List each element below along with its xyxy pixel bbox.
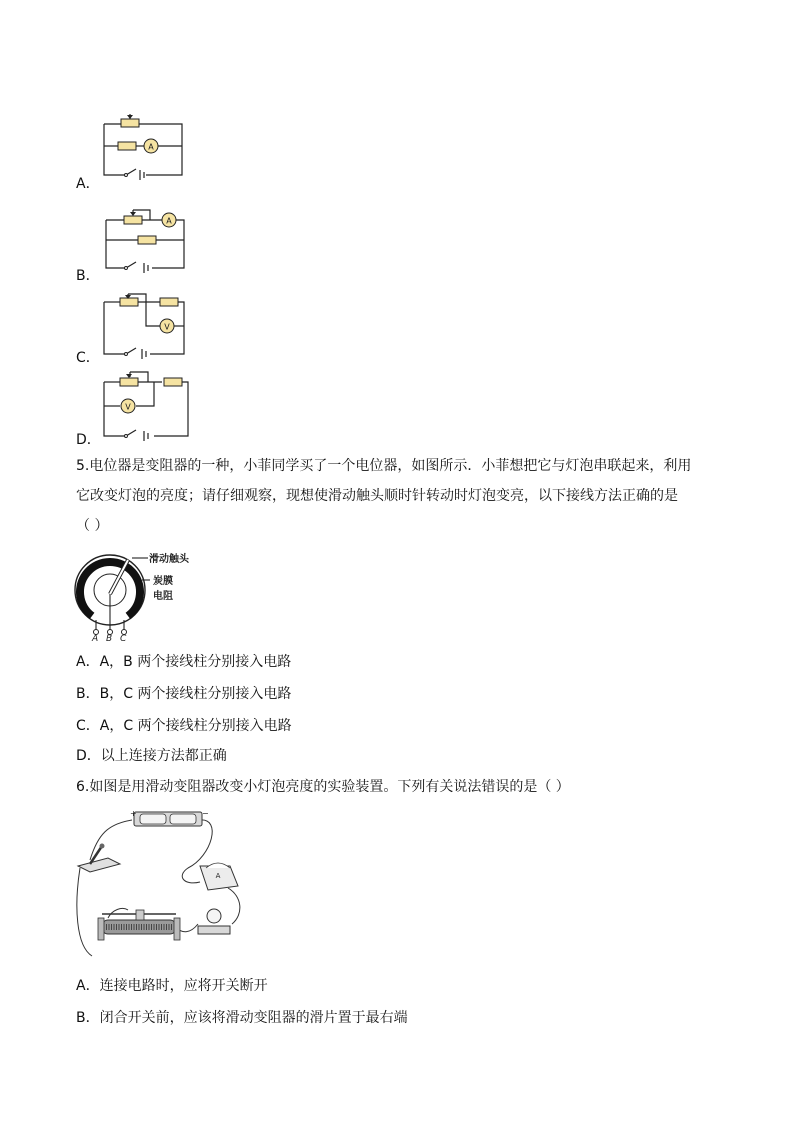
q5-stem-line1: 5.电位器是变阻器的一种，小菲同学买了一个电位器，如图所示．小菲想把它与灯泡串联起来，利用: [76, 458, 692, 474]
option-d-circuit-diagram: [96, 366, 196, 444]
q5-option-c: C．A，C 两个接线柱分别接入电路: [76, 718, 292, 734]
option-b-circuit-diagram: [96, 200, 192, 276]
carbon-label-line1: 炭膜: [153, 576, 173, 587]
q5-stem-line3: （ ）: [76, 518, 109, 534]
slider-arrow-icon: [126, 374, 132, 378]
resistor: [118, 142, 136, 150]
switch-handle-icon: [100, 844, 105, 849]
option-a-circuit-diagram: [96, 104, 188, 184]
rheostat: [124, 216, 142, 224]
bulb-base: [198, 926, 230, 934]
carbon-label-line2: 电阻: [153, 591, 173, 602]
option-a-label: A．: [76, 176, 100, 192]
ammeter-label: A: [166, 216, 172, 226]
terminal-b-label: B: [106, 634, 113, 642]
q5-option-b: B．B，C 两个接线柱分别接入电路: [76, 686, 292, 702]
rheostat: [121, 119, 139, 127]
rheostat: [120, 378, 138, 386]
knife-switch: [78, 858, 120, 872]
battery-cell-2: [170, 814, 196, 824]
rheostat-end-right: [174, 918, 180, 940]
rheostat-end-left: [98, 918, 104, 940]
switch-icon: [125, 353, 128, 356]
resistor: [138, 236, 156, 244]
slider-arrow-icon: [127, 115, 133, 119]
ammeter-dial: [206, 863, 230, 868]
q6-stem: 6.如图是用滑动变阻器改变小灯泡亮度的实验装置。下列有关说法错误的是（ ）: [76, 779, 570, 795]
rheostat: [120, 298, 138, 306]
slider-label: 滑动触头: [149, 554, 189, 565]
q5-stem-line2: 它改变灯泡的亮度；请仔细观察，现想使滑动触头顺时针转动时灯泡变亮，以下接线方法正确的是: [76, 488, 678, 504]
option-c-label: C．: [76, 350, 100, 366]
potentiometer-figure: [70, 546, 210, 642]
voltmeter-label: V: [125, 402, 131, 412]
option-d-label: D．: [76, 432, 101, 448]
switch-icon: [125, 435, 128, 438]
switch-icon: [125, 267, 128, 270]
q5-option-d: D．以上连接方法都正确: [76, 748, 227, 764]
light-bulb-icon: [207, 909, 221, 923]
q6-option-b: B．闭合开关前，应该将滑动变阻器的滑片置于最右端: [76, 1010, 408, 1026]
resistor: [164, 378, 182, 386]
battery-cell-1: [140, 814, 166, 824]
resistor: [160, 298, 178, 306]
option-c-circuit-diagram: [96, 290, 192, 360]
ammeter-label: A: [148, 142, 154, 152]
terminal-a-label: A: [92, 634, 99, 642]
q5-option-a: A．A，B 两个接线柱分别接入电路: [76, 654, 292, 670]
option-b-label: B．: [76, 268, 100, 284]
voltmeter-label: V: [164, 322, 170, 332]
slider-arrow-icon: [130, 212, 136, 216]
switch-icon: [125, 174, 128, 177]
experiment-apparatus-figure: [72, 806, 252, 966]
battery-plus-label: +: [130, 809, 137, 818]
terminal-c-label: C: [120, 634, 127, 642]
q6-option-a: A．连接电路时，应将开关断开: [76, 978, 268, 994]
battery-minus-label: −: [202, 809, 209, 818]
ammeter-device-label: A: [215, 872, 221, 880]
rheostat-slider: [136, 910, 144, 920]
